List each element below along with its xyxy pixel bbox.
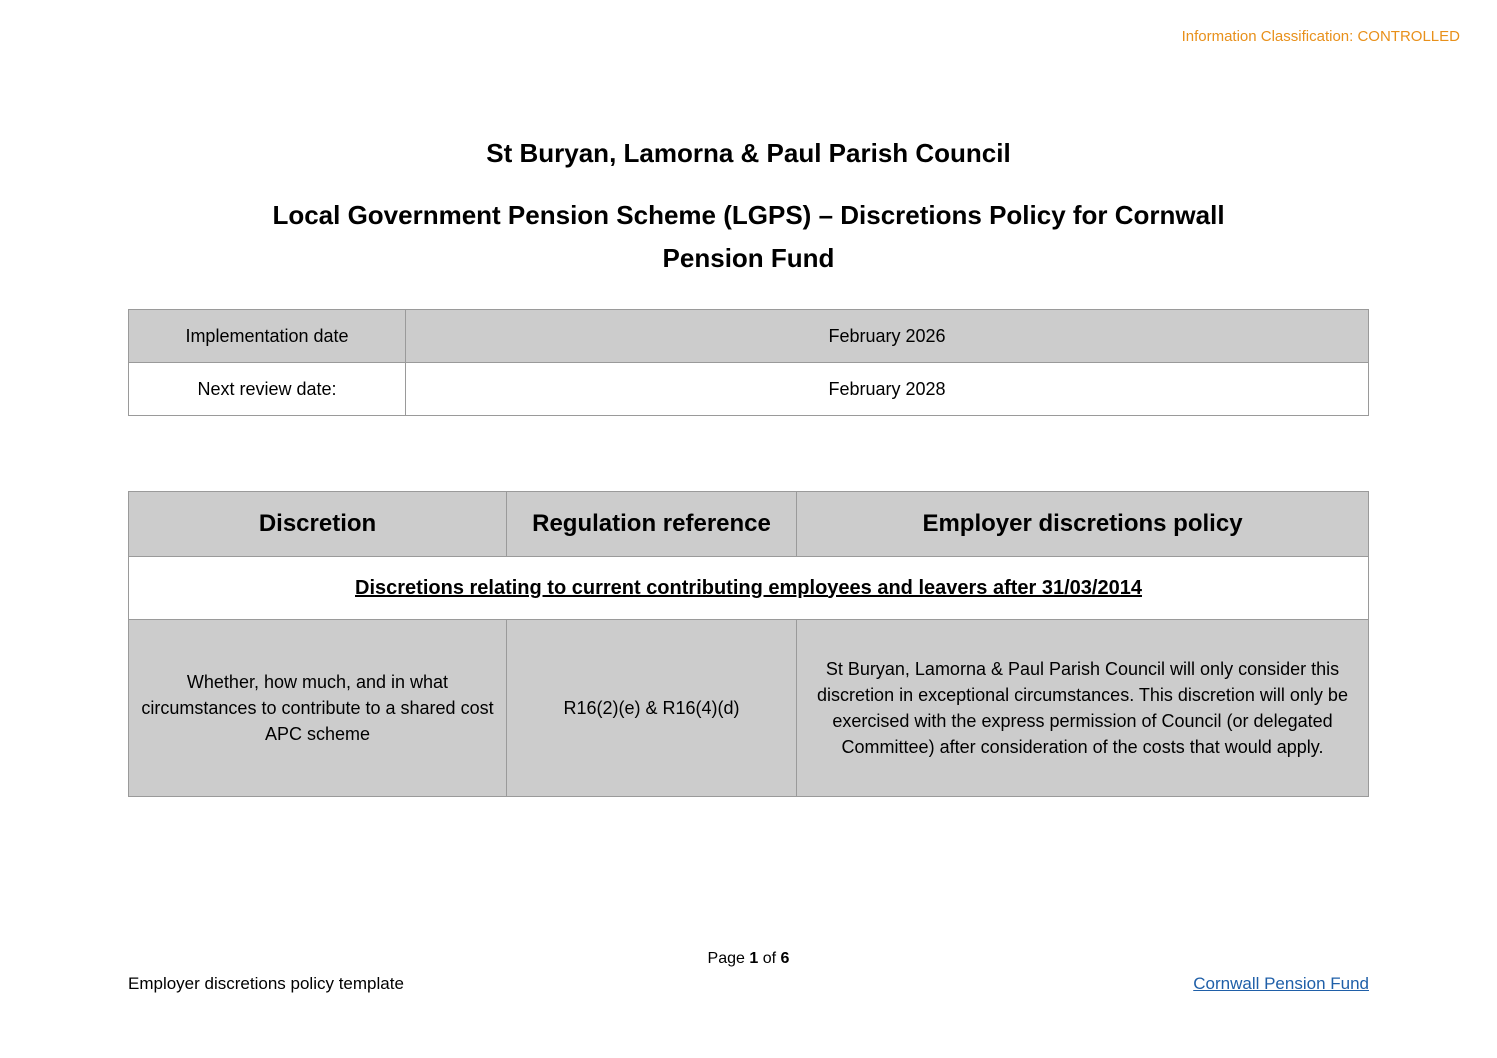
page-total: 6 xyxy=(780,950,790,967)
dates-table xyxy=(128,309,1369,416)
document-title: Local Government Pension Scheme (LGPS) – Discretions Policy for Cornwall Pension Fund xyxy=(272,200,1225,273)
column-header-discretion: Discretion xyxy=(129,492,507,557)
review-date-value: February 2028 xyxy=(406,363,1369,416)
table-row xyxy=(129,620,1369,797)
regulation-cell: R16(2)(e) & R16(4)(d) xyxy=(507,620,797,797)
column-header-regulation: Regulation reference xyxy=(507,492,797,557)
page-number xyxy=(0,950,1497,968)
implementation-date-label: Implementation date xyxy=(129,310,406,363)
discretions-table xyxy=(128,491,1369,797)
section-title: Discretions relating to current contributing employees and leavers after 31/03/2014 xyxy=(129,557,1369,620)
table-header-row xyxy=(129,492,1369,557)
page-current: 1 xyxy=(749,950,759,967)
footer-template-label: Employer discretions policy template xyxy=(128,974,404,993)
discretion-cell: Whether, how much, and in what circumstances to contribute to a shared cost APC scheme xyxy=(129,620,507,797)
policy-cell: St Buryan, Lamorna & Paul Parish Council will only consider this discretion in exceptional circumstances. This discretion will only be exercised with the express permission of Council (or delegated Committee) after consideration of the costs that would apply. xyxy=(797,620,1369,797)
table-row xyxy=(129,363,1369,416)
cornwall-pension-fund-link[interactable]: Cornwall Pension Fund xyxy=(1193,974,1369,993)
section-row xyxy=(129,557,1369,620)
column-header-policy: Employer discretions policy xyxy=(797,492,1369,557)
review-date-label: Next review date: xyxy=(129,363,406,416)
page-prefix: Page xyxy=(707,950,745,967)
page-of: of xyxy=(762,950,777,967)
classification-label: Information Classification: CONTROLLED xyxy=(1181,28,1460,45)
implementation-date-value: February 2026 xyxy=(406,310,1369,363)
table-row xyxy=(129,310,1369,363)
council-title: St Buryan, Lamorna & Paul Parish Council xyxy=(486,138,1011,168)
